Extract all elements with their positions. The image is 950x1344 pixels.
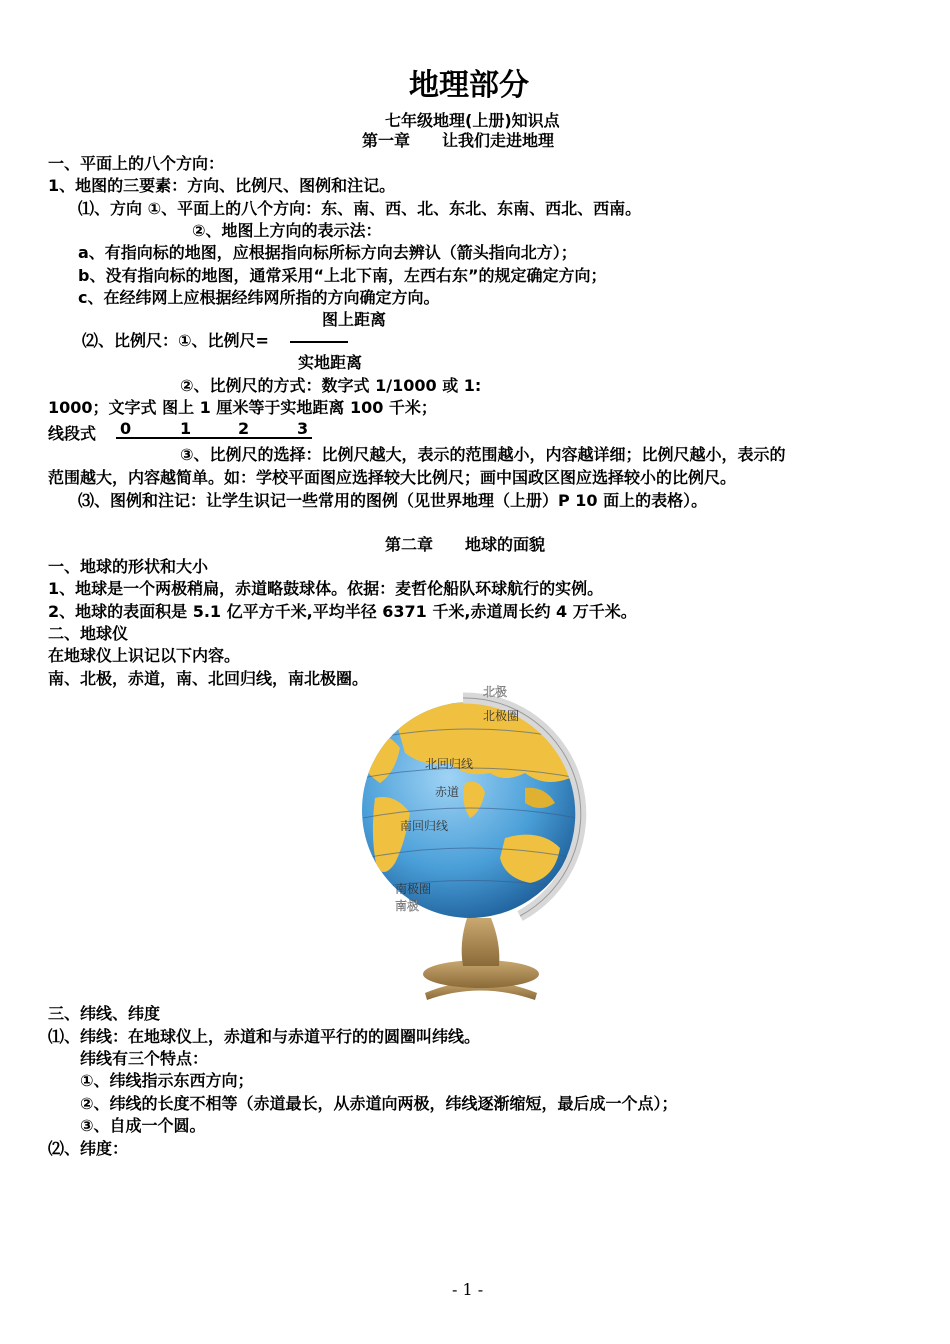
paragraph-line: ①、纬线指示东西方向；: [80, 1071, 254, 1090]
paragraph-line: ③、自成一个圆。: [80, 1116, 206, 1135]
page-title: 地理部分: [409, 68, 529, 103]
paragraph-line: ⑵、纬度：: [48, 1139, 129, 1158]
chapter2-heading: 第二章 地球的面貌: [385, 535, 546, 554]
paragraph-line: ③、比例尺的选择：比例尺越大，表示的范围越小，内容越详细；比例尺越小，表示的: [180, 445, 786, 464]
paragraph-line: ②、纬线的长度不相等（赤道最长，从赤道向两极，纬线逐渐缩短，最后成一个点）；: [80, 1094, 678, 1113]
section-heading: 一、平面上的八个方向：: [48, 154, 225, 173]
globe-stem: [462, 918, 500, 966]
paragraph-line: ⑶、图例和注记：让学生识记一些常用的图例（见世界地理（上册）P 10 面上的表格）。: [78, 491, 708, 510]
section-heading: 三、纬线、纬度: [48, 1004, 161, 1023]
equator-label: 赤道: [435, 785, 460, 799]
scale-tick-label: 1: [180, 419, 192, 438]
globe-svg: [355, 678, 605, 1003]
section-heading: 一、地球的形状和大小: [48, 557, 209, 576]
fraction-numerator: 图上距离: [322, 310, 387, 329]
paragraph-line: 范围越大，内容越简单。如：学校平面图应选择较大比例尺；画中国政区图应选择较小的比例尺。: [48, 468, 737, 487]
fraction-denominator: 实地距离: [298, 353, 363, 372]
south-pole-label: 南极: [395, 899, 420, 913]
tropic-cancer-label: 北回归线: [425, 757, 474, 771]
antarctic-circle-label: 南极圈: [395, 882, 432, 896]
scale-formula-label: ⑵、比例尺：①、比例尺=: [82, 331, 269, 350]
north-pole-label: 北极: [483, 685, 508, 699]
scale-tick-label: 2: [238, 419, 250, 438]
page-number: - 1 -: [452, 1280, 484, 1299]
paragraph-line: ⑴、纬线：在地球仪上，赤道和与赤道平行的的圆圈叫纬线。: [48, 1027, 481, 1046]
paragraph-line: 纬线有三个特点：: [80, 1049, 209, 1068]
paragraph-line: 2、地球的表面积是 5.1 亿平方千米,平均半径 6371 千米,赤道周长约 4 万千米。: [48, 602, 637, 621]
paragraph-line: 1、地球是一个两极稍扁，赤道略鼓球体。依据：麦哲伦船队环球航行的实例。: [48, 579, 604, 598]
paragraph-line: c、在经纬网上应根据经纬网所指的方向确定方向。: [78, 288, 440, 307]
paragraph-line: 1、地图的三要素：方向、比例尺、图例和注记。: [48, 176, 396, 195]
scale-tick-label: 0: [120, 419, 132, 438]
subtitle: 七年级地理(上册)知识点: [385, 111, 560, 130]
paragraph-line: ②、地图上方向的表示法：: [192, 221, 382, 240]
scale-bar: [116, 437, 312, 439]
chapter1-heading: 第一章 让我们走进地理: [362, 131, 555, 150]
paragraph-line: a、有指向标的地图，应根据指向标所标方向去辨认（箭头指向北方）；: [78, 243, 577, 262]
fraction-bar: [290, 341, 348, 343]
paragraph-line: ⑴、方向 ①、平面上的八个方向：东、南、西、北、东北、东南、西北、西南。: [78, 199, 642, 218]
paragraph-line: ②、比例尺的方式：数字式 1/1000 或 1:: [180, 376, 482, 395]
paragraph-line: 1000；文字式 图上 1 厘米等于实地距离 100 千米；: [48, 398, 437, 417]
tropic-capricorn-label: 南回归线: [400, 819, 449, 833]
arctic-circle-label: 北极圈: [483, 709, 520, 723]
paragraph-line: b、没有指向标的地图，通常采用“上北下南，左西右东”的规定确定方向；: [78, 266, 607, 285]
paragraph-line: 在地球仪上识记以下内容。: [48, 646, 241, 665]
paragraph-line: 南、北极，赤道，南、北回归线，南北极圈。: [48, 669, 369, 688]
paragraph-line: 线段式: [48, 424, 97, 443]
scale-tick-label: 3: [297, 419, 309, 438]
globe-illustration: [355, 678, 605, 1003]
section-heading: 二、地球仪: [48, 624, 129, 643]
